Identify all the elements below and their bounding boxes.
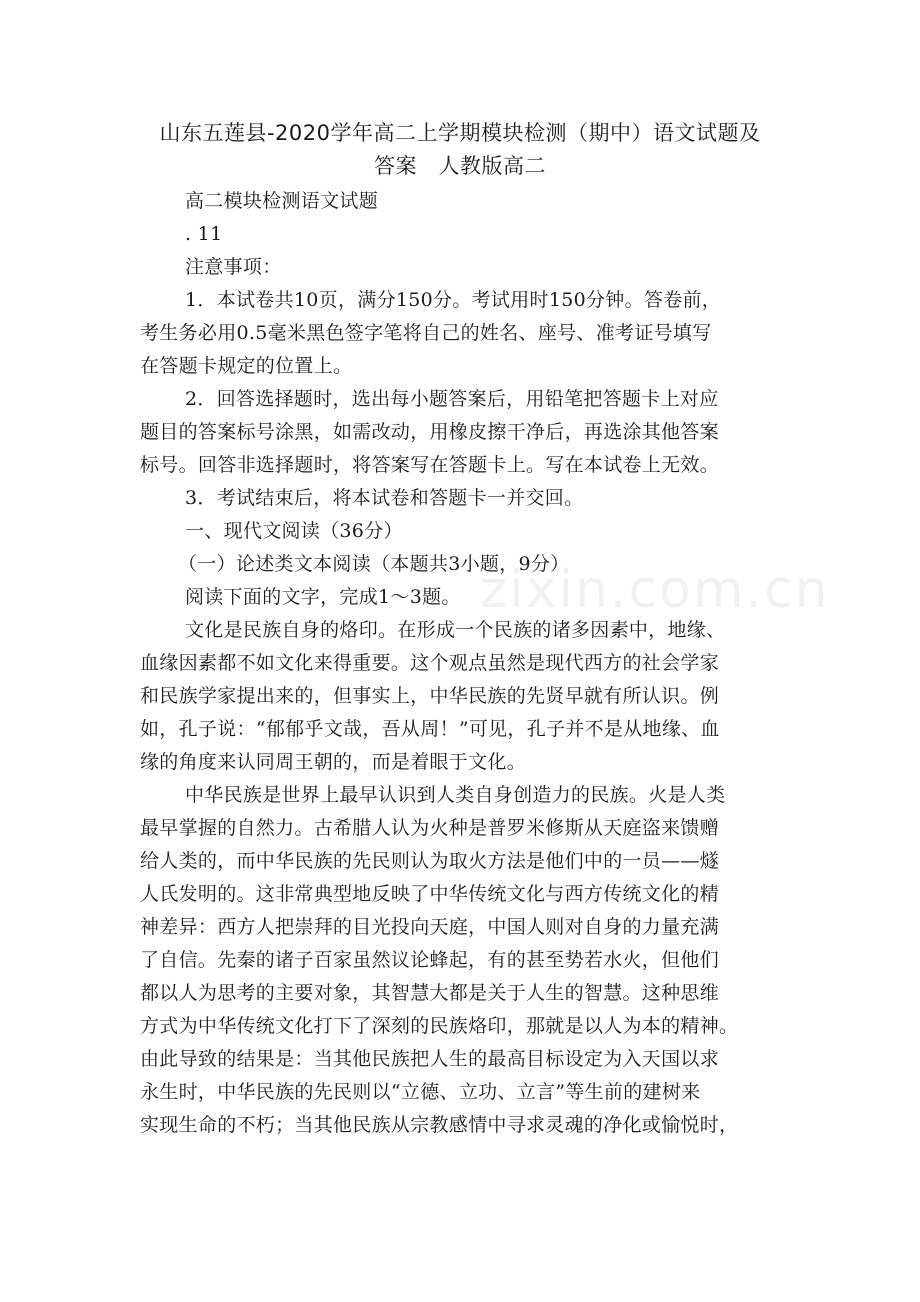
notice-item-1-line-1: 1．本试卷共10页，满分150分。考试用时150分钟。答卷前，	[185, 289, 722, 311]
document-title-line-1: 山东五莲县-2020学年高二上学期模块检测（期中）语文试题及	[159, 121, 761, 145]
watermark: zixin.com.cn	[480, 560, 830, 620]
paragraph-2-line-9: 由此导致的结果是：当其他民族把人生的最高目标设定为入天国以求	[140, 1048, 720, 1070]
notice-item-2-line-3: 标号。回答非选择题时，将答案写在答题卡上。写在本试卷上无效。	[140, 454, 720, 476]
paragraph-2-line-3: 给人类的，而中华民族的先民则认为取火方法是他们中的一员——燧	[140, 850, 720, 872]
subsection-heading: （一）论述类文本阅读（本题共3小题，9分）	[178, 553, 570, 575]
paragraph-2-line-8: 方式为中华传统文化打下了深刻的民族烙印，那就是以人为本的精神。	[140, 1015, 739, 1037]
paragraph-1-line-3: 和民族学家提出来的，但事实上，中华民族的先贤早就有所认识。例	[140, 685, 720, 707]
paragraph-1-line-5: 缘的角度来认同周王朝的，而是着眼于文化。	[140, 751, 527, 773]
paragraph-2-line-4: 人氏发明的。这非常典型地反映了中华传统文化与西方传统文化的精	[140, 883, 720, 905]
exam-date: . 11	[185, 223, 223, 245]
paragraph-2-line-10: 永生时，中华民族的先民则以“立德、立功、立言”等生前的建树来	[140, 1081, 701, 1103]
exam-subtitle: 高二模块检测语文试题	[185, 190, 379, 212]
notice-item-3: 3．考试结束后，将本试卷和答题卡一并交回。	[185, 487, 584, 509]
reading-instruction: 阅读下面的文字，完成1～3题。	[185, 586, 461, 608]
section-heading: 一、现代文阅读（36分）	[185, 520, 403, 542]
document-title-line-2: 答案 人教版高二	[374, 154, 546, 178]
paragraph-1-line-2: 血缘因素都不如文化来得重要。这个观点虽然是现代西方的社会学家	[140, 652, 720, 674]
paragraph-2-line-5: 神差异：西方人把崇拜的目光投向天庭，中国人则对自身的力量充满	[140, 916, 720, 938]
paragraph-2-line-11: 实现生命的不朽；当其他民族从宗教感情中寻求灵魂的净化或愉悦时，	[140, 1114, 739, 1136]
paragraph-2-line-6: 了自信。先秦的诸子百家虽然议论蜂起，有的甚至势若水火，但他们	[140, 949, 720, 971]
paragraph-2-line-7: 都以人为思考的主要对象，其智慧大都是关于人生的智慧。这种思维	[140, 982, 720, 1004]
notice-item-2-line-2: 题目的答案标号涂黑，如需改动，用橡皮擦干净后，再选涂其他答案	[140, 421, 720, 443]
paragraph-1-line-1: 文化是民族自身的烙印。在形成一个民族的诸多因素中，地缘、	[185, 619, 726, 641]
notice-item-1-line-2: 考生务必用0.5毫米黑色签字笔将自己的姓名、座号、准考证号填写	[140, 322, 712, 344]
notice-item-2-line-1: 2．回答选择题时，选出每小题答案后，用铅笔把答题卡上对应	[185, 388, 719, 410]
notice-item-1-line-3: 在答题卡规定的位置上。	[140, 355, 353, 377]
notice-heading: 注意事项：	[185, 256, 282, 278]
paragraph-2-line-2: 最早掌握的自然力。古希腊人认为火种是普罗米修斯从天庭盗来馈赠	[140, 817, 720, 839]
paragraph-2-line-1: 中华民族是世界上最早认识到人类自身创造力的民族。火是人类	[185, 784, 726, 806]
paragraph-1-line-4: 如，孔子说：“郁郁乎文哉，吾从周！”可见，孔子并不是从地缘、血	[140, 718, 720, 740]
